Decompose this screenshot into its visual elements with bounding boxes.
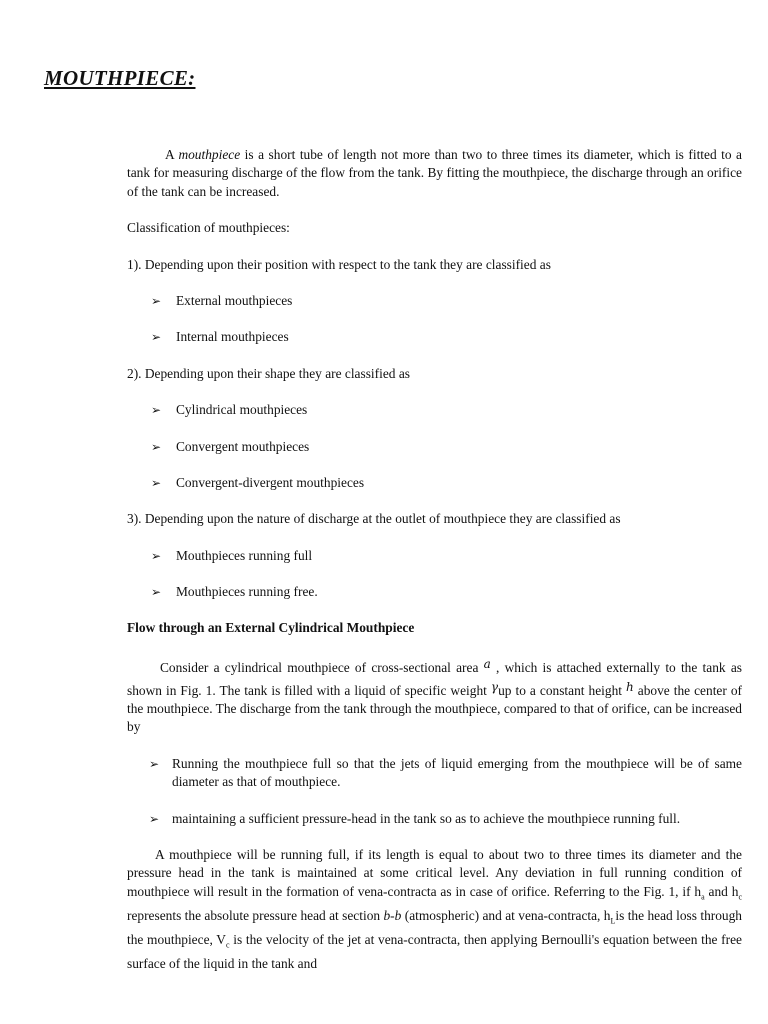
list-item: ➢ Mouthpieces running free. bbox=[127, 583, 742, 601]
symbol-a: a bbox=[483, 657, 491, 672]
list-item: ➢ Convergent-divergent mouthpieces bbox=[127, 474, 742, 492]
group-2-text: 2). Depending upon their shape they are classified as bbox=[127, 365, 410, 381]
arrow-bullet-icon: ➢ bbox=[151, 294, 162, 309]
document-body bbox=[127, 146, 742, 973]
list-item: ➢ External mouthpieces bbox=[127, 292, 742, 310]
list-item: ➢ Running the mouthpiece full so that the jets of liquid emerging from the mouthpiece will be of same diameter as that of mouthpiece. bbox=[149, 755, 742, 790]
page-title: MOUTHPIECE: bbox=[44, 66, 196, 90]
consider-paragraph: Consider a cylindrical mouthpiece of cross-sectional area a , which is attached externally to the tank as shown in Fig. 1. The tank is filled with a liquid of specific weight γup to a constant height h above the center of the mouthpiece. The discharge from the tank through the mouthpiece, compared to that of orifice, can be increased by bbox=[127, 657, 742, 735]
arrow-bullet-icon: ➢ bbox=[151, 585, 162, 600]
list-item: ➢ Internal mouthpieces bbox=[127, 328, 742, 346]
arrow-bullet-icon: ➢ bbox=[151, 439, 162, 454]
list-item: ➢ maintaining a sufficient pressure-head in the tank so as to achieve the mouthpiece running full. bbox=[127, 810, 742, 828]
section-heading: Flow through an External Cylindrical Mouthpiece bbox=[127, 619, 415, 635]
term-mouthpiece: mouthpiece bbox=[178, 147, 241, 162]
arrow-bullet-icon: ➢ bbox=[149, 756, 160, 771]
arrow-bullet-icon: ➢ bbox=[149, 811, 160, 826]
group-1-text: 1). Depending upon their position with respect to the tank they are classified as bbox=[127, 256, 551, 272]
classification-heading: Classification of mouthpieces: bbox=[127, 220, 290, 236]
intro-paragraph: A mouthpiece is a short tube of length not more than two to three times its diameter, which is fitted to a tank for measuring discharge of the flow from the tank. By fitting the mouthpiece, the discharge through an orifice of the tank can be increased. bbox=[127, 147, 742, 199]
arrow-bullet-icon: ➢ bbox=[151, 403, 162, 418]
list-item: ➢ Convergent mouthpieces bbox=[127, 438, 742, 456]
final-paragraph: A mouthpiece will be running full, if its length is equal to about two to three times its diameter and the pressure head in the tank is maintained at some critical level. Any deviation in full running condition of mouthpiece will result in the formation of vena-contracta as in case of orifice. Referring to the Fig. 1, if $h_a$ and $h_c$ represents the absolute pressure head at section b-b (atmospheric) and at vena-contracta, $h_Lis$ the head loss through the mouthpiece, $V_c$ is the velocity of the jet at vena-contracta, then applying Bernoulli's equation between the free surface of the liquid in the tank and bbox=[127, 846, 743, 971]
list-item: ➢ Mouthpieces running full bbox=[127, 547, 742, 565]
arrow-bullet-icon: ➢ bbox=[151, 548, 162, 563]
symbol-gamma: γ bbox=[490, 679, 499, 694]
list-item: ➢ Cylindrical mouthpieces bbox=[127, 401, 742, 419]
symbol-h: h bbox=[626, 679, 634, 694]
group-3-text: 3). Depending upon the nature of discharge at the outlet of mouthpiece they are classified as bbox=[127, 511, 621, 527]
arrow-bullet-icon: ➢ bbox=[151, 330, 162, 345]
arrow-bullet-icon: ➢ bbox=[151, 476, 162, 491]
